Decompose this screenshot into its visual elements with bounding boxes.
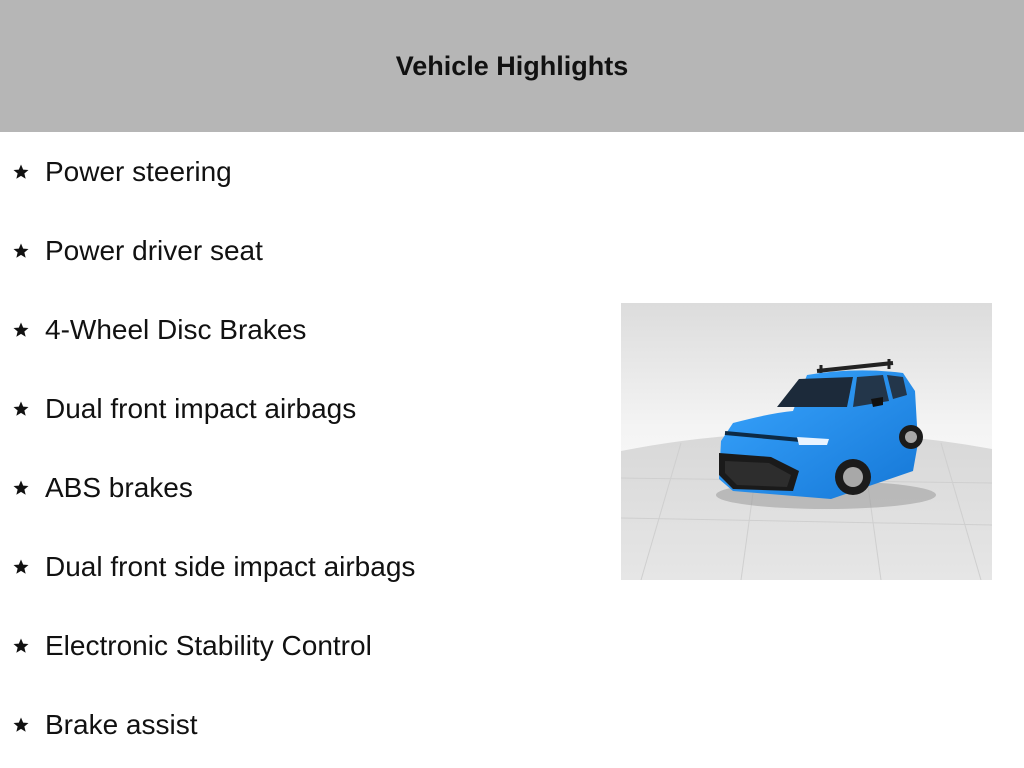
page-title: Vehicle Highlights <box>395 50 629 81</box>
feature-label: 4-Wheel Disc Brakes <box>45 314 307 345</box>
star-icon <box>10 635 32 657</box>
feature-label: Brake assist <box>45 709 198 740</box>
feature-label: Dual front side impact airbags <box>45 551 416 582</box>
feature-label: ABS brakes <box>45 472 193 503</box>
header-banner <box>0 0 1024 132</box>
star-icon <box>10 556 32 578</box>
vehicle-photo <box>621 303 992 580</box>
feature-label: Power driver seat <box>45 235 263 266</box>
feature-label: Power steering <box>45 156 232 187</box>
feature-label: Electronic Stability Control <box>45 630 372 661</box>
star-icon <box>10 398 32 420</box>
star-icon <box>10 477 32 499</box>
star-icon <box>10 714 32 736</box>
star-icon <box>10 240 32 262</box>
feature-label: Dual front impact airbags <box>45 393 357 424</box>
star-icon <box>10 319 32 341</box>
star-icon <box>10 161 32 183</box>
